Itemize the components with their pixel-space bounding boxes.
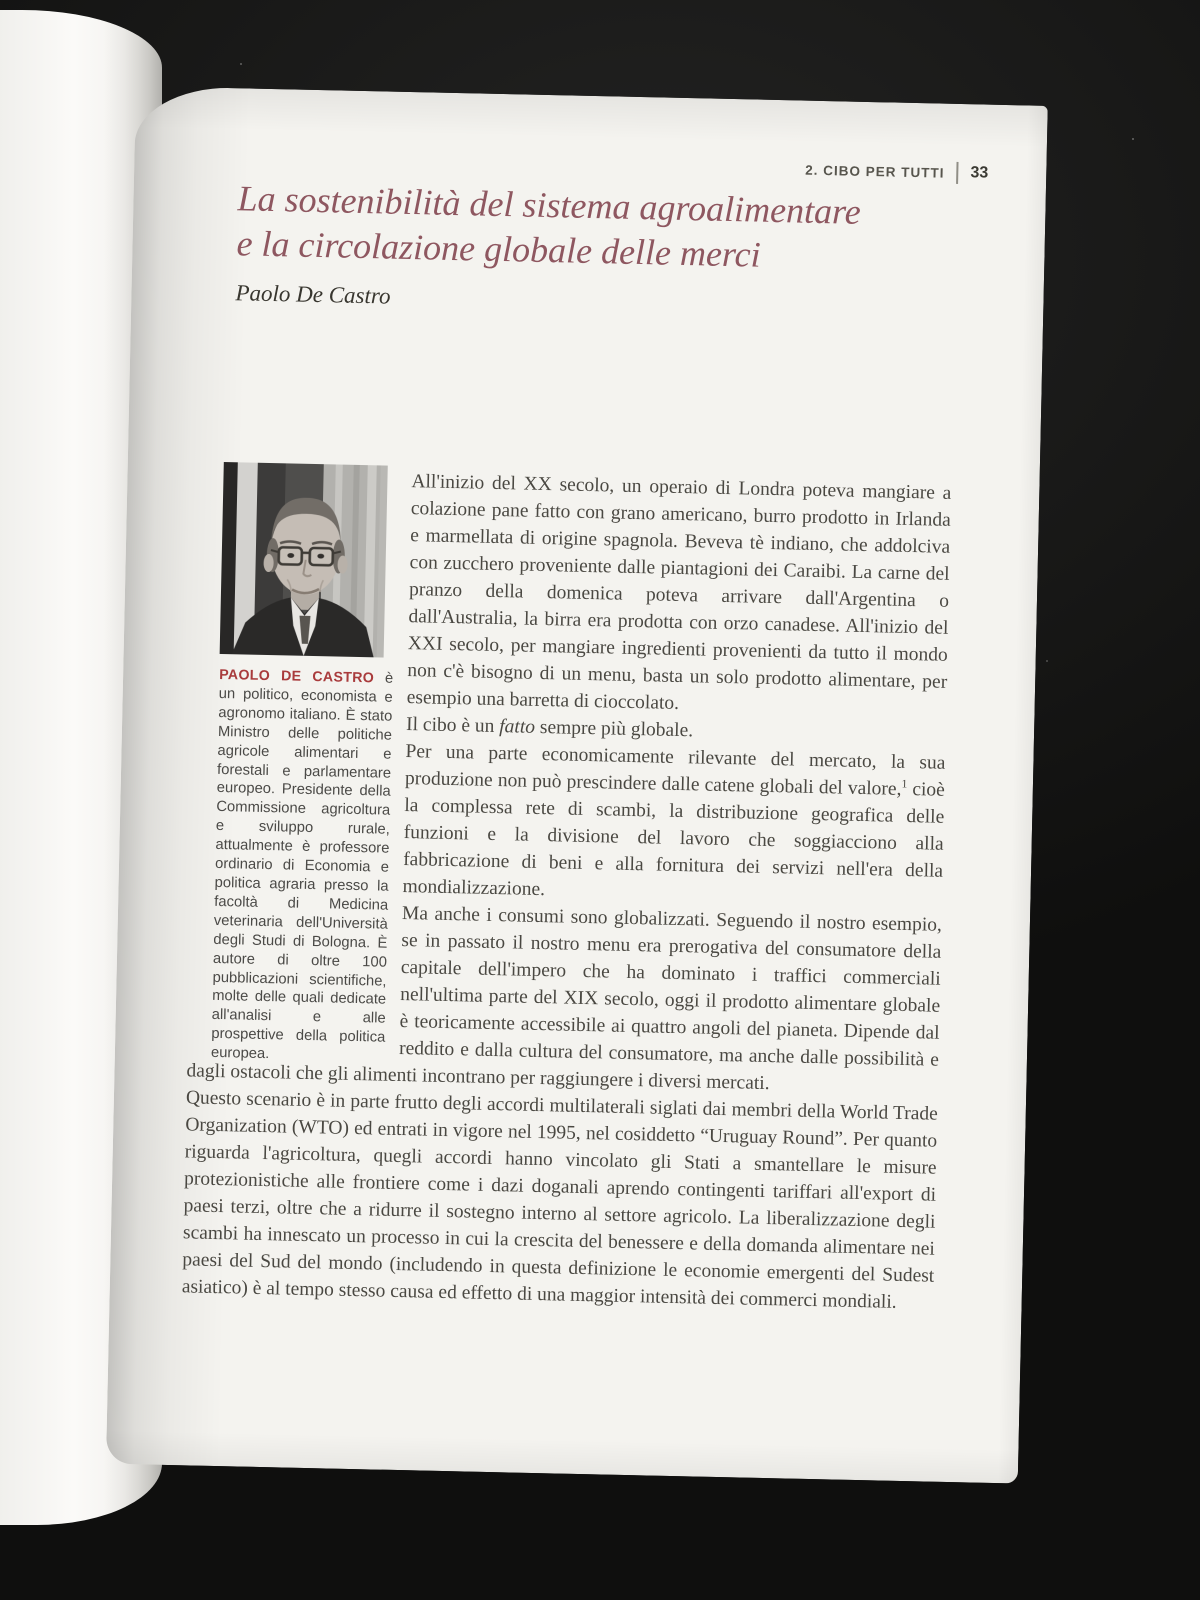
body-paragraph-2-emphasis: fatto <box>499 716 536 738</box>
body-paragraph-3-text-end: cioè la complessa rete di scambi, la distribuzione geografica delle funzioni e la divisione del lavoro che soggiacciono alla fabbricazione di beni e alla fornitura dei servizi nell'era della mondializzazione. <box>402 778 946 901</box>
body-paragraph-4: Ma anche i consumi sono globalizzati. Seguendo il nostro esempio, se in passato il nostro menu era prerogativa del consumatore della capitale dell'impero che ha dominato i traffici commerciali nell'ultima parte del XIX secolo, oggi il prodotto alimentare globale è teoricamente accessibile ai quattro angoli del pianeta. Dipende dal reddito e dalla cultura del consumatore, ma anche dalle possibilità e dagli ostacoli che gli alimenti incontrano per raggiungere i diversi mercati. <box>186 903 943 1095</box>
body-paragraph-5: Questo scenario è in parte frutto degli accordi multilaterali siglati dai membri della World Trade Organization (WTO) ed entrati in vigore nel 1995, nel cosiddetto “Uruguay Round”. Per quanto riguarda l'agricoltura, quegli accordi hanno vincolato gli Stati a smantellare le misure protezionistiche alle frontiere come i dazi doganali aprendo contingenti tariffari all'export di paesi terzi, oltre che a ridurre il sostegno interno al settore agricolo. La liberalizzazione degli scambi ha innescato un processo in cui la crescita del benessere e della domanda alimentare nei paesi del Sud del mondo (includendo in questa definizione le economie emergenti del Sudest asiatico) è al tempo stesso causa ed effetto di una maggior intensità dei commerci mondiali. <box>181 1087 938 1313</box>
article-body <box>182 463 952 1316</box>
author-photo <box>220 462 388 658</box>
running-header <box>805 159 988 185</box>
body-paragraph-3-text: Per una parte economicamente rilevante del mercato, la sua produzione non può prescindere dalle catene globali del valore, <box>404 741 946 800</box>
article-title-line2: e la circolazione globale delle merci <box>236 223 762 276</box>
author-bio-name: PAOLO DE CASTRO <box>218 666 375 687</box>
article-author: Paolo De Castro <box>235 280 391 309</box>
body-paragraph-2-text-end: sempre più globale. <box>534 716 694 742</box>
article-title <box>236 176 1028 284</box>
footnote-reference-1: 1 <box>901 778 908 791</box>
body-paragraph-1: All'inizio del XX secolo, un operaio di Londra poteva mangiare a colazione pane fatto con grano americano, burro prodotto in Irlanda e marmellata di origine spagnola. Beveva tè indiano, che addolciva con zucchero proveniente dalle piantagioni dei Caraibi. La carne del pranzo della domenica poteva arrivare dall'Argentina o dall'Australia, la birra era prodotta con orzo canadese. All'inizio del XXI secolo, per mangiare ingredienti provenienti da tutto il mondo non c'è bisogno di un menu, basta un solo prodotto alimentare, per esempio una barretta di cioccolato. <box>406 471 952 714</box>
page-number: 33 <box>970 164 989 182</box>
dust-speckles <box>0 0 2 2</box>
author-bio <box>211 666 394 1067</box>
author-sidebar <box>187 461 412 1063</box>
chapter-label: 2. CIBO PER TUTTI <box>805 162 945 181</box>
article-title-line1: La sostenibilità del sistema agroalimentare <box>237 178 862 232</box>
author-bio-text: è un politico, economista e agronomo italiano. È stato Ministro delle politiche agricole alimentari e forestali e parlamentare europeo. Presidente della Commissione agricoltura e sviluppo rurale, attualmente è professore ordinario di Economia e politica agraria presso la facoltà di Medicina veterinaria dell'Università degli Studi di Bologna. È autore di oltre 100 pubblicazioni scientifiche, molte delle quali dedicate all'analisi e alle prospettive della politica europea. <box>210 670 394 1063</box>
body-paragraph-2-text: Il cibo è un <box>405 714 500 738</box>
book-page <box>106 86 1048 1484</box>
header-divider <box>956 162 958 184</box>
